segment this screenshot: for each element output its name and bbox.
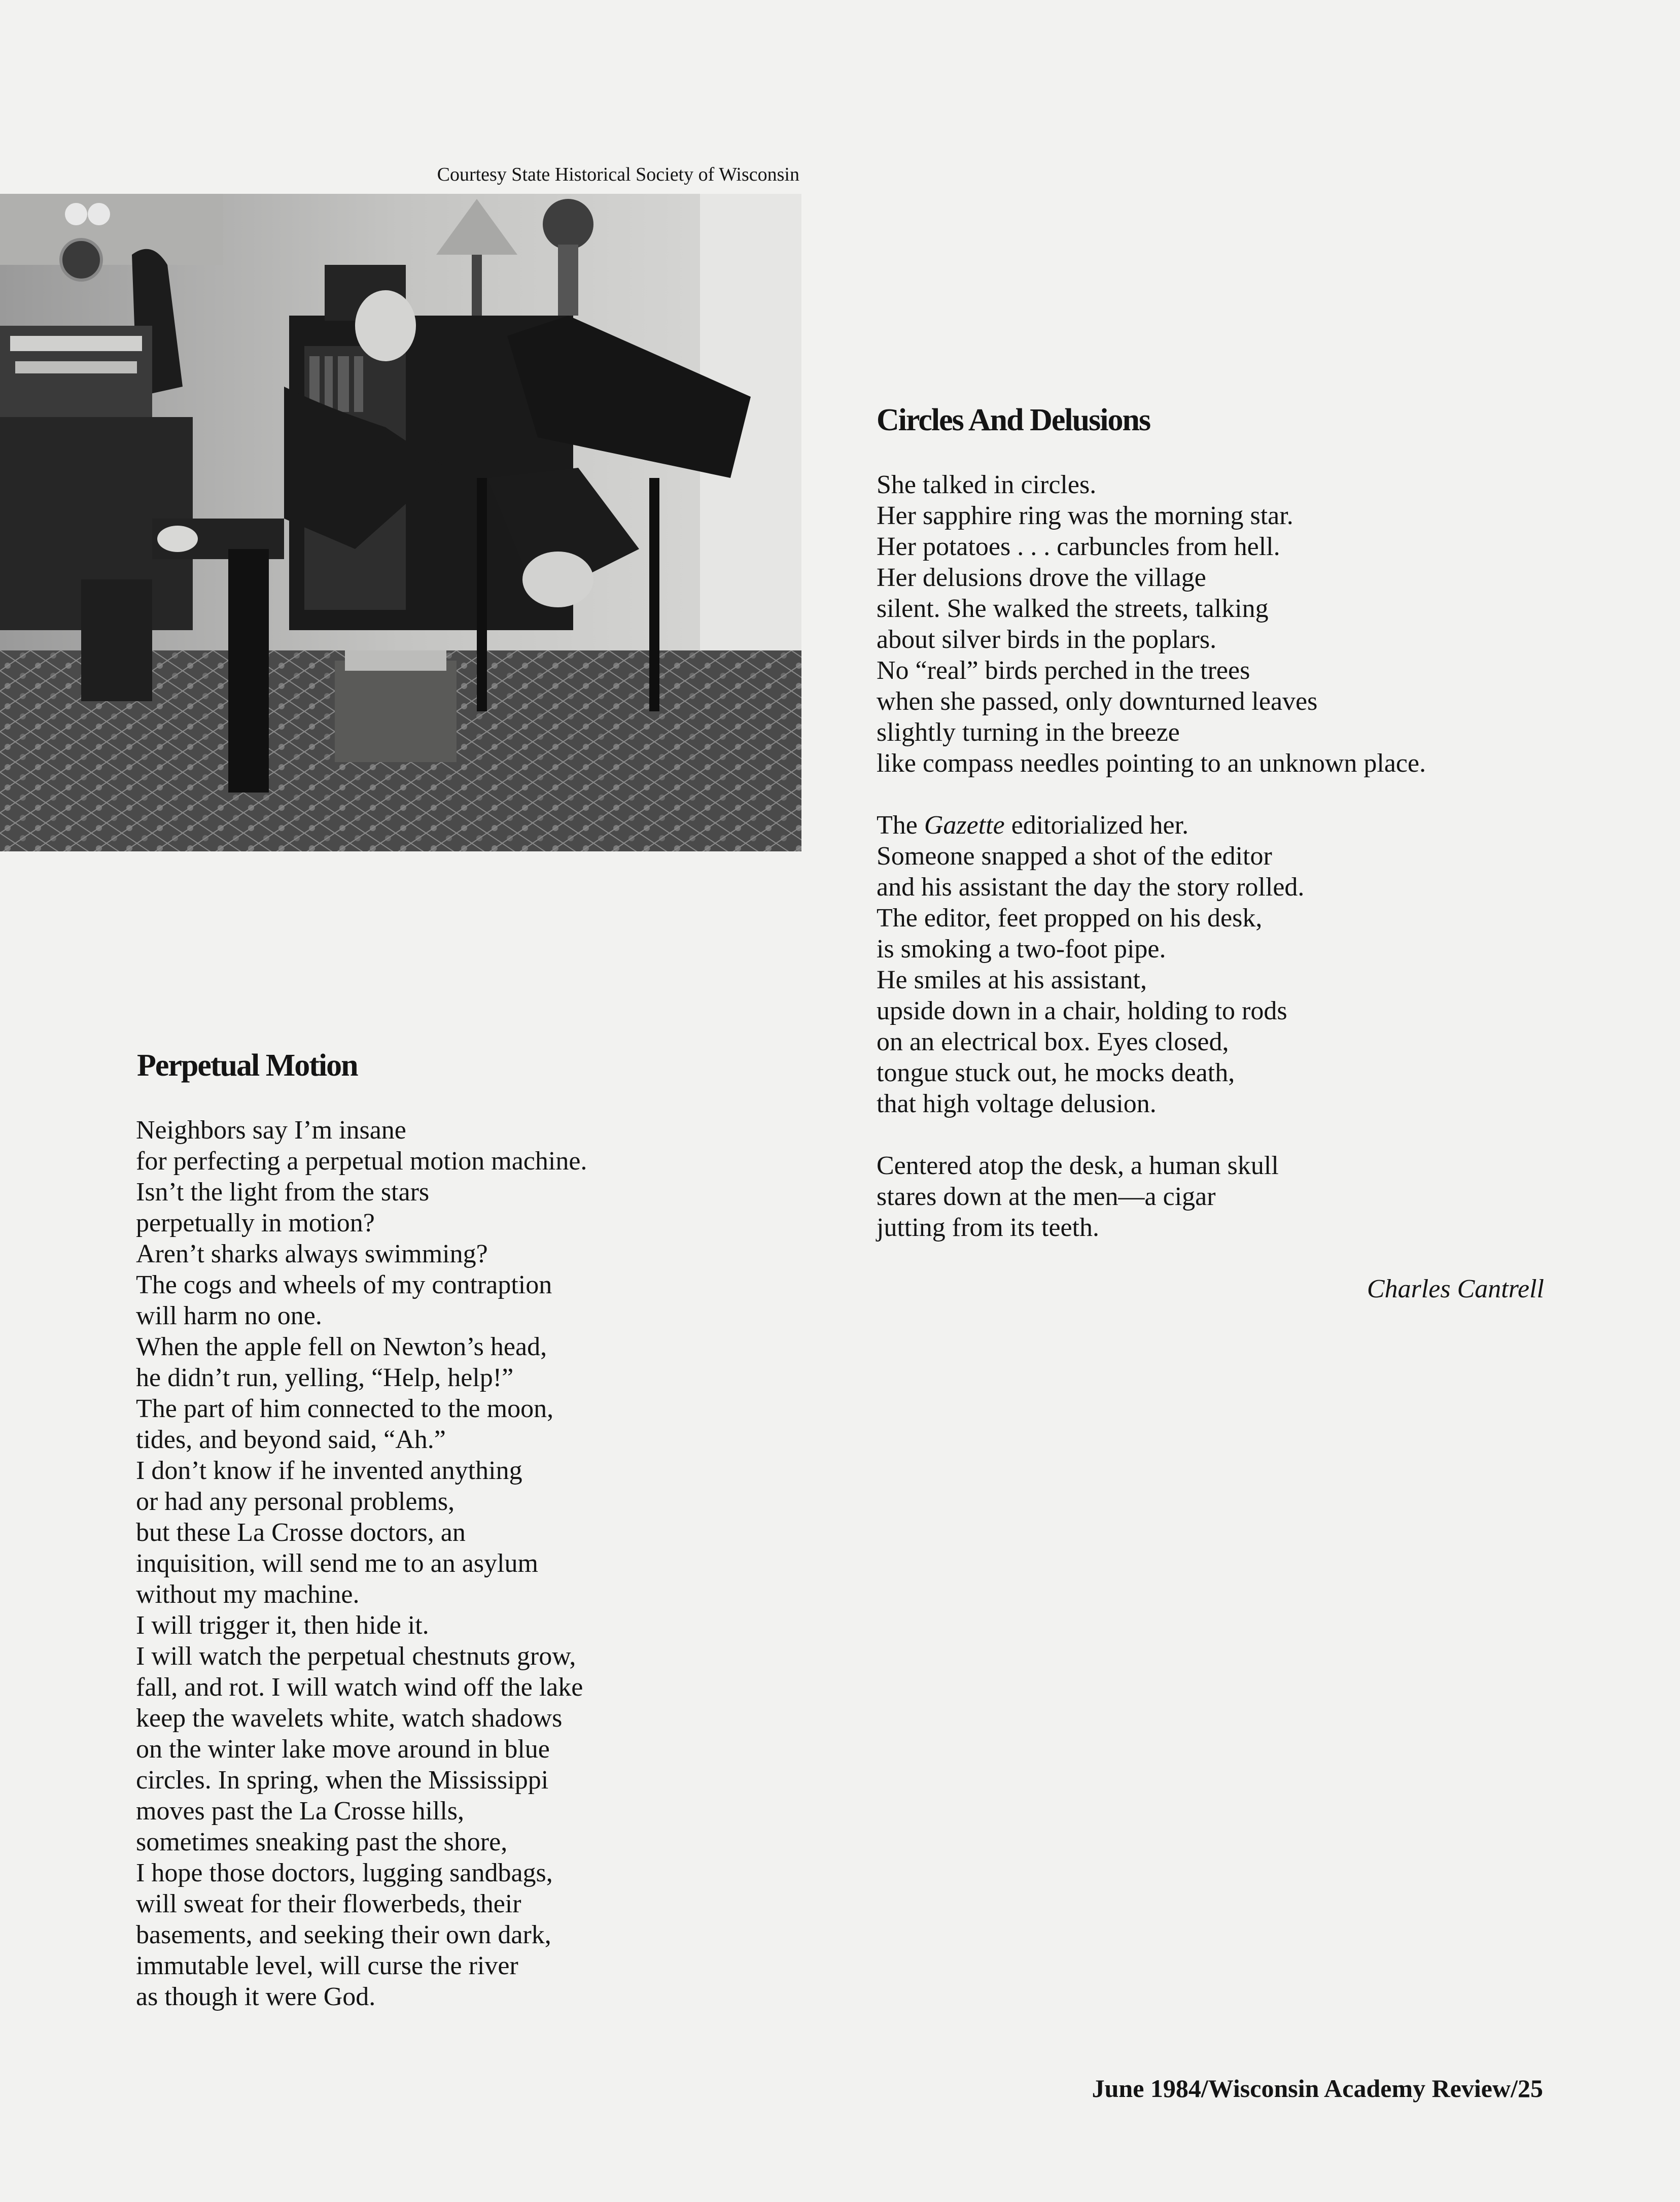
poem-line: when she passed, only downturned leaves (877, 687, 1318, 716)
line-prefix: The (877, 811, 924, 840)
poem-title-circles-and-delusions: Circles And Delusions (877, 403, 1150, 437)
poem-line: slightly turning in the breeze (877, 718, 1180, 747)
poem-line: moves past the La Crosse hills, (136, 1797, 465, 1826)
poem-line: but these La Crosse doctors, an (136, 1518, 466, 1547)
poem-line: inquisition, will send me to an asylum (136, 1549, 538, 1578)
poem-line: basements, and seeking their own dark, (136, 1920, 551, 1949)
poem-line: I hope those doctors, lugging sandbags, (136, 1859, 553, 1887)
poem-line: and his assistant the day the story rolled. (877, 873, 1305, 902)
poem-line: Neighbors say I’m insane (136, 1116, 406, 1145)
poem-line: He smiles at his assistant, (877, 966, 1147, 994)
poem-line: Her delusions drove the village (877, 563, 1206, 592)
poem-line: circles. In spring, when the Mississippi (136, 1766, 549, 1795)
poem-line: upside down in a chair, holding to rods (877, 996, 1287, 1025)
photo-illustration (0, 194, 801, 851)
page-footer: June 1984/Wisconsin Academy Review/25 (1092, 2074, 1543, 2103)
poem-body-circles-and-delusions (877, 469, 1587, 1243)
poem-stanza-1 (877, 469, 1587, 779)
poem-title-perpetual-motion: Perpetual Motion (137, 1048, 358, 1083)
line-suffix: editorialized her. (1004, 811, 1189, 840)
poem-line: She talked in circles. (877, 470, 1097, 499)
poem-line: The cogs and wheels of my contraption (136, 1270, 552, 1299)
poem-line: I don’t know if he invented anything (136, 1456, 522, 1485)
photo-credit: Courtesy State Historical Society of Wisconsin (437, 164, 799, 185)
poem-line: keep the wavelets white, watch shadows (136, 1704, 563, 1733)
poem-line: No “real” birds perched in the trees (877, 656, 1250, 685)
poem-line: or had any personal problems, (136, 1487, 455, 1516)
poem-line: jutting from its teeth. (877, 1213, 1100, 1242)
poem-body-perpetual-motion (136, 1115, 724, 2012)
poem-line: I will watch the perpetual chestnuts grow, (136, 1642, 576, 1671)
poem-line: Her sapphire ring was the morning star. (877, 501, 1293, 530)
poem-line: stares down at the men—a cigar (877, 1182, 1216, 1211)
poem-line: Isn’t the light from the stars (136, 1178, 430, 1207)
poem-line: Centered atop the desk, a human skull (877, 1151, 1279, 1180)
poem-line: on the winter lake move around in blue (136, 1735, 550, 1764)
poem-line: perpetually in motion? (136, 1209, 375, 1237)
poem-line: he didn’t run, yelling, “Help, help!” (136, 1363, 514, 1392)
poem-stanza-3 (877, 1150, 1587, 1243)
poem-line: will harm no one. (136, 1301, 322, 1330)
poem-line: that high voltage delusion. (877, 1089, 1157, 1118)
newspaper-name: Gazette (924, 811, 1005, 840)
poem-stanza-2 (877, 810, 1587, 1119)
poem-line: on an electrical box. Eyes closed, (877, 1027, 1229, 1056)
poem-line: Aren’t sharks always swimming? (136, 1240, 488, 1268)
poem-line: Someone snapped a shot of the editor (877, 842, 1272, 871)
poem-line: immutable level, will curse the river (136, 1951, 518, 1980)
poem-line: is smoking a two-foot pipe. (877, 935, 1166, 964)
poem-line (877, 810, 1587, 841)
poem-line: about silver birds in the poplars. (877, 625, 1217, 654)
poem-author: Charles Cantrell (1367, 1275, 1544, 1303)
poem-line: fall, and rot. I will watch wind off the lake (136, 1673, 583, 1702)
poem-line: as though it were God. (136, 1982, 376, 2011)
historical-photo (0, 194, 801, 851)
poem-line: tides, and beyond said, “Ah.” (136, 1425, 446, 1454)
poem-line: without my machine. (136, 1580, 360, 1609)
poem-line: like compass needles pointing to an unknown place. (877, 749, 1426, 778)
poem-line: The part of him connected to the moon, (136, 1394, 554, 1423)
poem-line: I will trigger it, then hide it. (136, 1611, 429, 1640)
poem-line: tongue stuck out, he mocks death, (877, 1058, 1235, 1087)
poem-line: will sweat for their flowerbeds, their (136, 1889, 521, 1918)
poem-line: sometimes sneaking past the shore, (136, 1828, 508, 1856)
poem-line: silent. She walked the streets, talking (877, 594, 1269, 623)
poem-line: When the apple fell on Newton’s head, (136, 1332, 547, 1361)
poem-line: Her potatoes . . . carbuncles from hell. (877, 532, 1280, 561)
poem-line: The editor, feet propped on his desk, (877, 904, 1263, 933)
poem-line: for perfecting a perpetual motion machine. (136, 1147, 587, 1176)
